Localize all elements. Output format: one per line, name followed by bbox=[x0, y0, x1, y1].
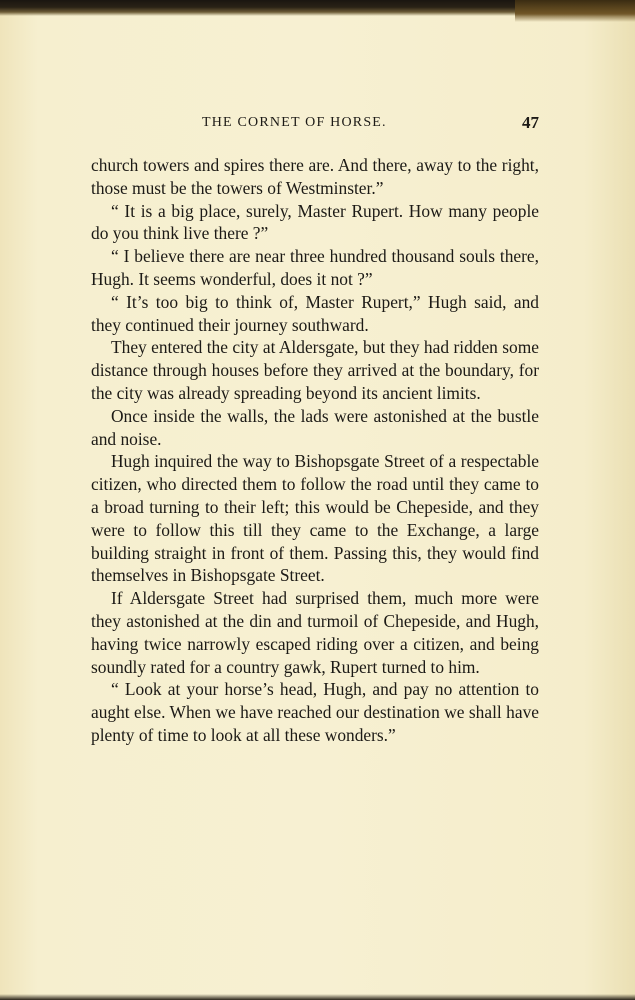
paragraph: Once inside the walls, the lads were astonished at the bustle and noise. bbox=[91, 405, 539, 449]
paragraph: “ It’s too big to think of, Master Rupert,” Hugh said, and they continued their journey southward. bbox=[91, 291, 539, 335]
paragraph: church towers and spires there are. And there, away to the right, those must be the towers of Westminster.” bbox=[91, 155, 539, 198]
paragraph: “ It is a big place, surely, Master Rupert. How many people do you think live there ?” bbox=[91, 200, 539, 244]
paragraph: If Aldersgate Street had surprised them, much more were they astonished at the din and turmoil of Chepeside, and Hugh, having twice narrowly escaped riding over a citizen, and being soundly rated for a country gawk, Rupert turned to him. bbox=[91, 588, 539, 677]
paragraph: “ I believe there are near three hundred thousand souls there, Hugh. It seems wonderful, does it not ?” bbox=[91, 246, 539, 289]
page-bottom-edge bbox=[0, 994, 635, 1000]
page-number: 47 bbox=[522, 113, 539, 132]
page-header bbox=[92, 115, 539, 135]
paragraph: “ Look at your horse’s head, Hugh, and pay no attention to aught else. When we have reached our destination we shall have plenty of time to look at all these wonders.” bbox=[91, 679, 539, 745]
running-head: THE CORNET OF HORSE. bbox=[202, 115, 387, 130]
paragraph: Hugh inquired the way to Bishopsgate Street of a respectable citizen, who directed them to follow the road until they came to a broad turning to their left; this would be Chepeside, and they were to follow this till they came to the Exchange, a large building straight in front of them. Passing this, they would find themselves in Bishopsgate Street. bbox=[91, 451, 539, 586]
body-text bbox=[91, 154, 539, 747]
page-top-edge-shadow bbox=[515, 0, 635, 22]
paragraph: They entered the city at Aldersgate, but they had ridden some distance through houses before they arrived at the boundary, for the city was already spreading beyond its ancient limits. bbox=[91, 337, 539, 403]
